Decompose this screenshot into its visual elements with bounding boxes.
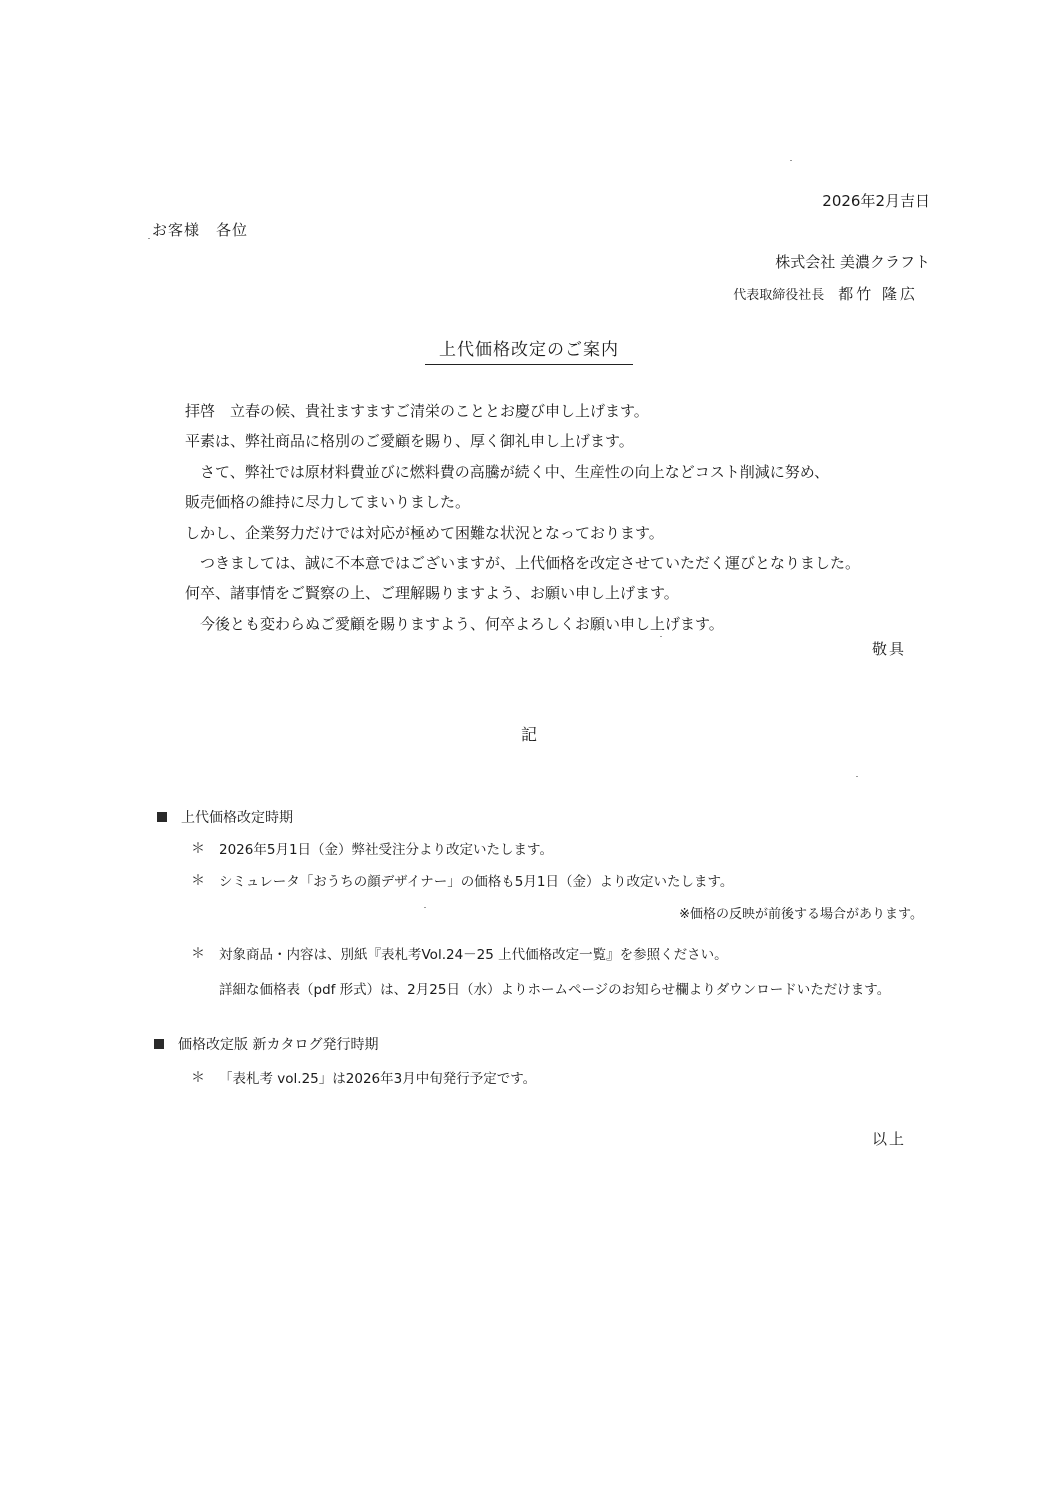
square-bullet-icon [157,812,167,822]
asterisk-icon: ＊ [191,873,205,889]
scan-speck [790,160,792,161]
asterisk-icon: ＊ [191,1070,205,1086]
president-name: 都竹 隆広 [838,285,918,303]
end-mark: 以上 [871,1130,906,1148]
body-line: 平素は、弊社商品に格別のご愛顧を賜り、厚く御礼申し上げます。 [185,432,634,451]
scan-speck [856,776,858,777]
body-line: 拝啓 立春の候、貴社ますますご清栄のこととお慶び申し上げます。 [185,402,649,420]
list-item [191,1067,536,1087]
item-continuation: 詳細な価格表（pdf 形式）は、2月25日（水）よりホームページのお知らせ欄よりダウンロードいただけます。 [219,982,891,998]
body-line: つきましては、誠に不本意ではございますが、上代価格を改定させていただく運びとなりました。 [185,554,861,573]
item-text: 2026年5月1日（金）弊社受注分より改定いたします。 [219,842,553,858]
issue-date: 2026年2月吉日 [822,192,930,210]
letter-body [185,396,925,639]
list-item [191,943,728,963]
list-item [191,838,553,858]
square-bullet-icon [154,1039,164,1049]
section-revision-date [157,807,293,827]
body-line: しかし、企業努力だけでは対応が極めて困難な状況となっております。 [185,523,664,542]
section-heading: 価格改定版 新カタログ発行時期 [178,1037,379,1053]
ki-heading: 記 [520,725,537,744]
item-text: シミュレータ「おうちの顔デザイナー」の価格も5月1日（金）より改定いたします。 [219,874,734,890]
list-item [191,870,733,890]
section-catalog-date [154,1034,378,1054]
item-text: 「表札考 vol.25」は2026年3月中旬発行予定です。 [219,1071,537,1087]
item-text: 対象商品・内容は、別紙『表札考Vol.24－25 上代価格改定一覧』を参照ください。 [219,947,728,963]
body-line: 今後とも変わらぬご愛顧を賜りますよう、何卒よろしくお願い申し上げます。 [185,614,724,633]
section-heading: 上代価格改定時期 [181,810,293,826]
closing-keigu: 敬具 [871,640,906,658]
price-note: ※価格の反映が前後する場合があります。 [679,907,923,922]
president-line [733,283,918,304]
asterisk-icon: ＊ [191,946,205,962]
addressee: お客様 各位 [152,221,249,239]
scan-speck [660,636,662,637]
document-title [0,335,1058,365]
company-name: 株式会社 美濃クラフト [775,253,930,271]
scan-speck [424,907,426,908]
scan-speck [148,238,150,239]
body-line: 何卒、諸事情をご賢察の上、ご理解賜りますよう、お願い申し上げます。 [185,584,679,603]
title-text: 上代価格改定のご案内 [425,335,633,365]
president-role: 代表取締役社長 [733,288,825,303]
asterisk-icon: ＊ [191,841,205,857]
body-line: さて、弊社では原材料費並びに燃料費の高騰が続く中、生産性の向上などコスト削減に努め、 [185,462,830,481]
body-line: 販売価格の維持に尽力してまいりました。 [185,493,471,512]
